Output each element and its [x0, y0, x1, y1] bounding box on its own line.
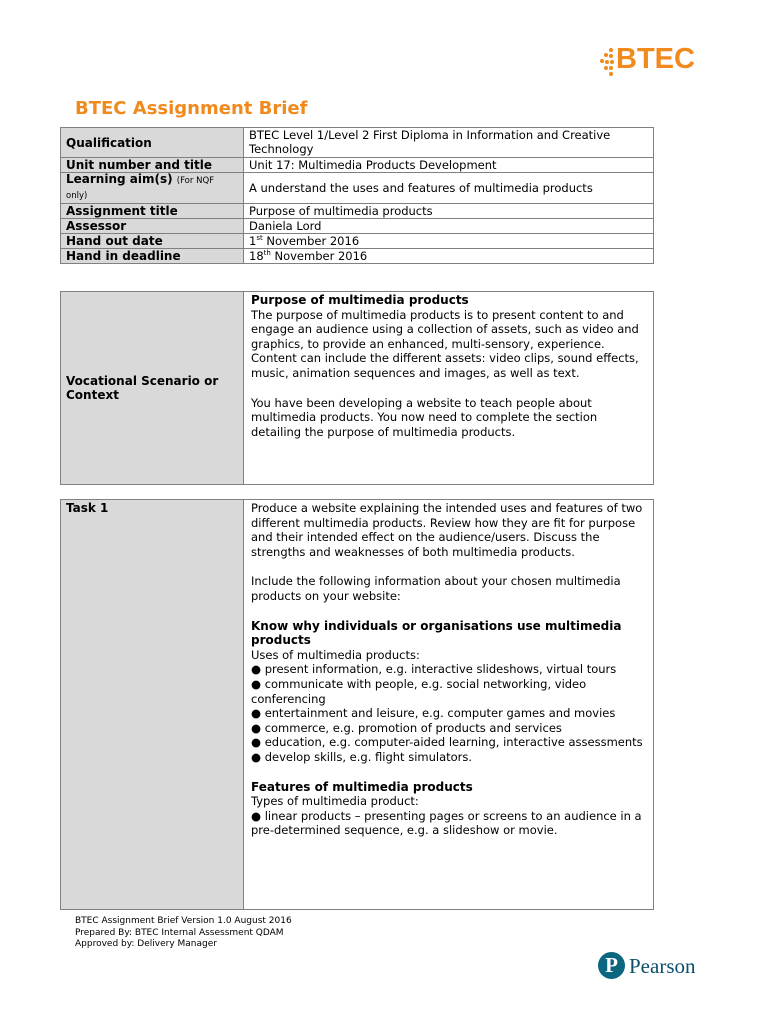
- details-table: [60, 127, 654, 264]
- task-para-2: Include the following information about your chosen multimedia products on your website:: [251, 574, 621, 603]
- task-table: [60, 499, 654, 910]
- hand-in-label: Hand in deadline: [61, 249, 244, 264]
- footer: [75, 916, 292, 951]
- unit-value: Unit 17: Multimedia Products Development: [244, 158, 654, 173]
- hand-out-rest: November 2016: [262, 234, 360, 248]
- task-label: Task 1: [61, 500, 244, 910]
- list-item: ● education, e.g. computer-aided learning, interactive assessments: [251, 735, 643, 750]
- spacer: [251, 765, 647, 780]
- hand-in-value: [244, 249, 654, 264]
- hand-in-rest: November 2016: [270, 249, 368, 263]
- scenario-table: [60, 291, 654, 485]
- btec-logo: [600, 42, 700, 76]
- hand-out-day: 1: [249, 234, 257, 248]
- table-row: [61, 249, 654, 264]
- table-row: [61, 500, 654, 910]
- assessor-value: Daniela Lord: [244, 219, 654, 234]
- list-item: ● commerce, e.g. promotion of products and services: [251, 720, 562, 735]
- pearson-wordmark: Pearson: [629, 954, 696, 978]
- list-item: ● develop skills, e.g. flight simulators.: [251, 749, 473, 764]
- learning-aims-label: [61, 173, 244, 204]
- types-intro: Types of multimedia product:: [251, 794, 419, 809]
- learning-aims-note: (For NQF only): [66, 176, 215, 201]
- qualification-value: BTEC Level 1/Level 2 First Diploma in Information and Creative Technology: [244, 128, 654, 158]
- qualification-label: Qualification: [61, 128, 244, 158]
- hand-in-suffix: th: [263, 249, 271, 258]
- task-heading-1: Know why individuals or organisations use multimedia products: [251, 618, 622, 648]
- footer-version: BTEC Assignment Brief Version 1.0 August 2016: [75, 916, 292, 926]
- spacer: [251, 559, 647, 574]
- table-row: [61, 158, 654, 173]
- scenario-para-1: The purpose of multimedia products is to present content to and engage an audience using a collection of assets, such as video and graphics, to provide an enhanced, multi-sensory, experience.: [251, 307, 639, 351]
- page-title: BTEC Assignment Brief: [75, 98, 308, 119]
- assessor-label: Assessor: [61, 219, 244, 234]
- table-row: [61, 173, 654, 204]
- uses-intro: Uses of multimedia products:: [251, 647, 420, 662]
- scenario-heading: Purpose of multimedia products: [251, 293, 469, 307]
- list-item: ● communicate with people, e.g. social networking, video conferencing: [251, 676, 587, 706]
- spacer: [251, 381, 647, 396]
- pearson-logo: [598, 952, 708, 982]
- learning-aims-value: A understand the uses and features of multimedia products: [244, 173, 654, 204]
- table-row: [61, 219, 654, 234]
- unit-label: Unit number and title: [61, 158, 244, 173]
- assignment-title-value: Purpose of multimedia products: [244, 204, 654, 219]
- scenario-label: Vocational Scenario or Context: [61, 292, 244, 485]
- logo-text: BTEC: [616, 43, 695, 75]
- spacer: [251, 604, 647, 619]
- hand-out-suffix: st: [256, 234, 263, 243]
- list-item: ● present information, e.g. interactive slideshows, virtual tours: [251, 662, 617, 677]
- footer-prepared-by: Prepared By: BTEC Internal Assessment QDAM: [75, 927, 284, 938]
- task-para-1: Produce a website explaining the intended uses and features of two different multimedia products. Review how they are fit for purpose and their intended effect on the audience/users. Discuss the strengths and weaknesses of both multimedia products.: [251, 501, 643, 559]
- pearson-mark-icon: P: [598, 952, 625, 979]
- table-row: [61, 128, 654, 158]
- list-item: ● entertainment and leisure, e.g. computer games and movies: [251, 706, 616, 721]
- task-heading-2: Features of multimedia products: [251, 779, 473, 794]
- table-row: [61, 204, 654, 219]
- scenario-para-2: Content can include the different assets: video clips, sound effects, music, animation sequences and images, as well as text.: [251, 351, 639, 380]
- hand-out-label: Hand out date: [61, 234, 244, 249]
- scenario-content: [244, 292, 654, 485]
- assignment-title-label: Assignment title: [61, 204, 244, 219]
- hand-in-day: 18: [249, 249, 264, 263]
- task-content: [244, 500, 654, 910]
- table-row: [61, 292, 654, 485]
- list-item: ● linear products – presenting pages or screens to an audience in a pre-determined sequence, e.g. a slideshow or movie.: [251, 808, 642, 838]
- table-row: [61, 234, 654, 249]
- footer-approved-by: Approved by: Delivery Manager: [75, 939, 217, 949]
- learning-aims-label-text: Learning aim(s): [66, 172, 173, 186]
- hand-out-value: [244, 234, 654, 249]
- scenario-para-3: You have been developing a website to teach people about multimedia products. You now need to complete the section detailing the purpose of multimedia products.: [251, 395, 598, 439]
